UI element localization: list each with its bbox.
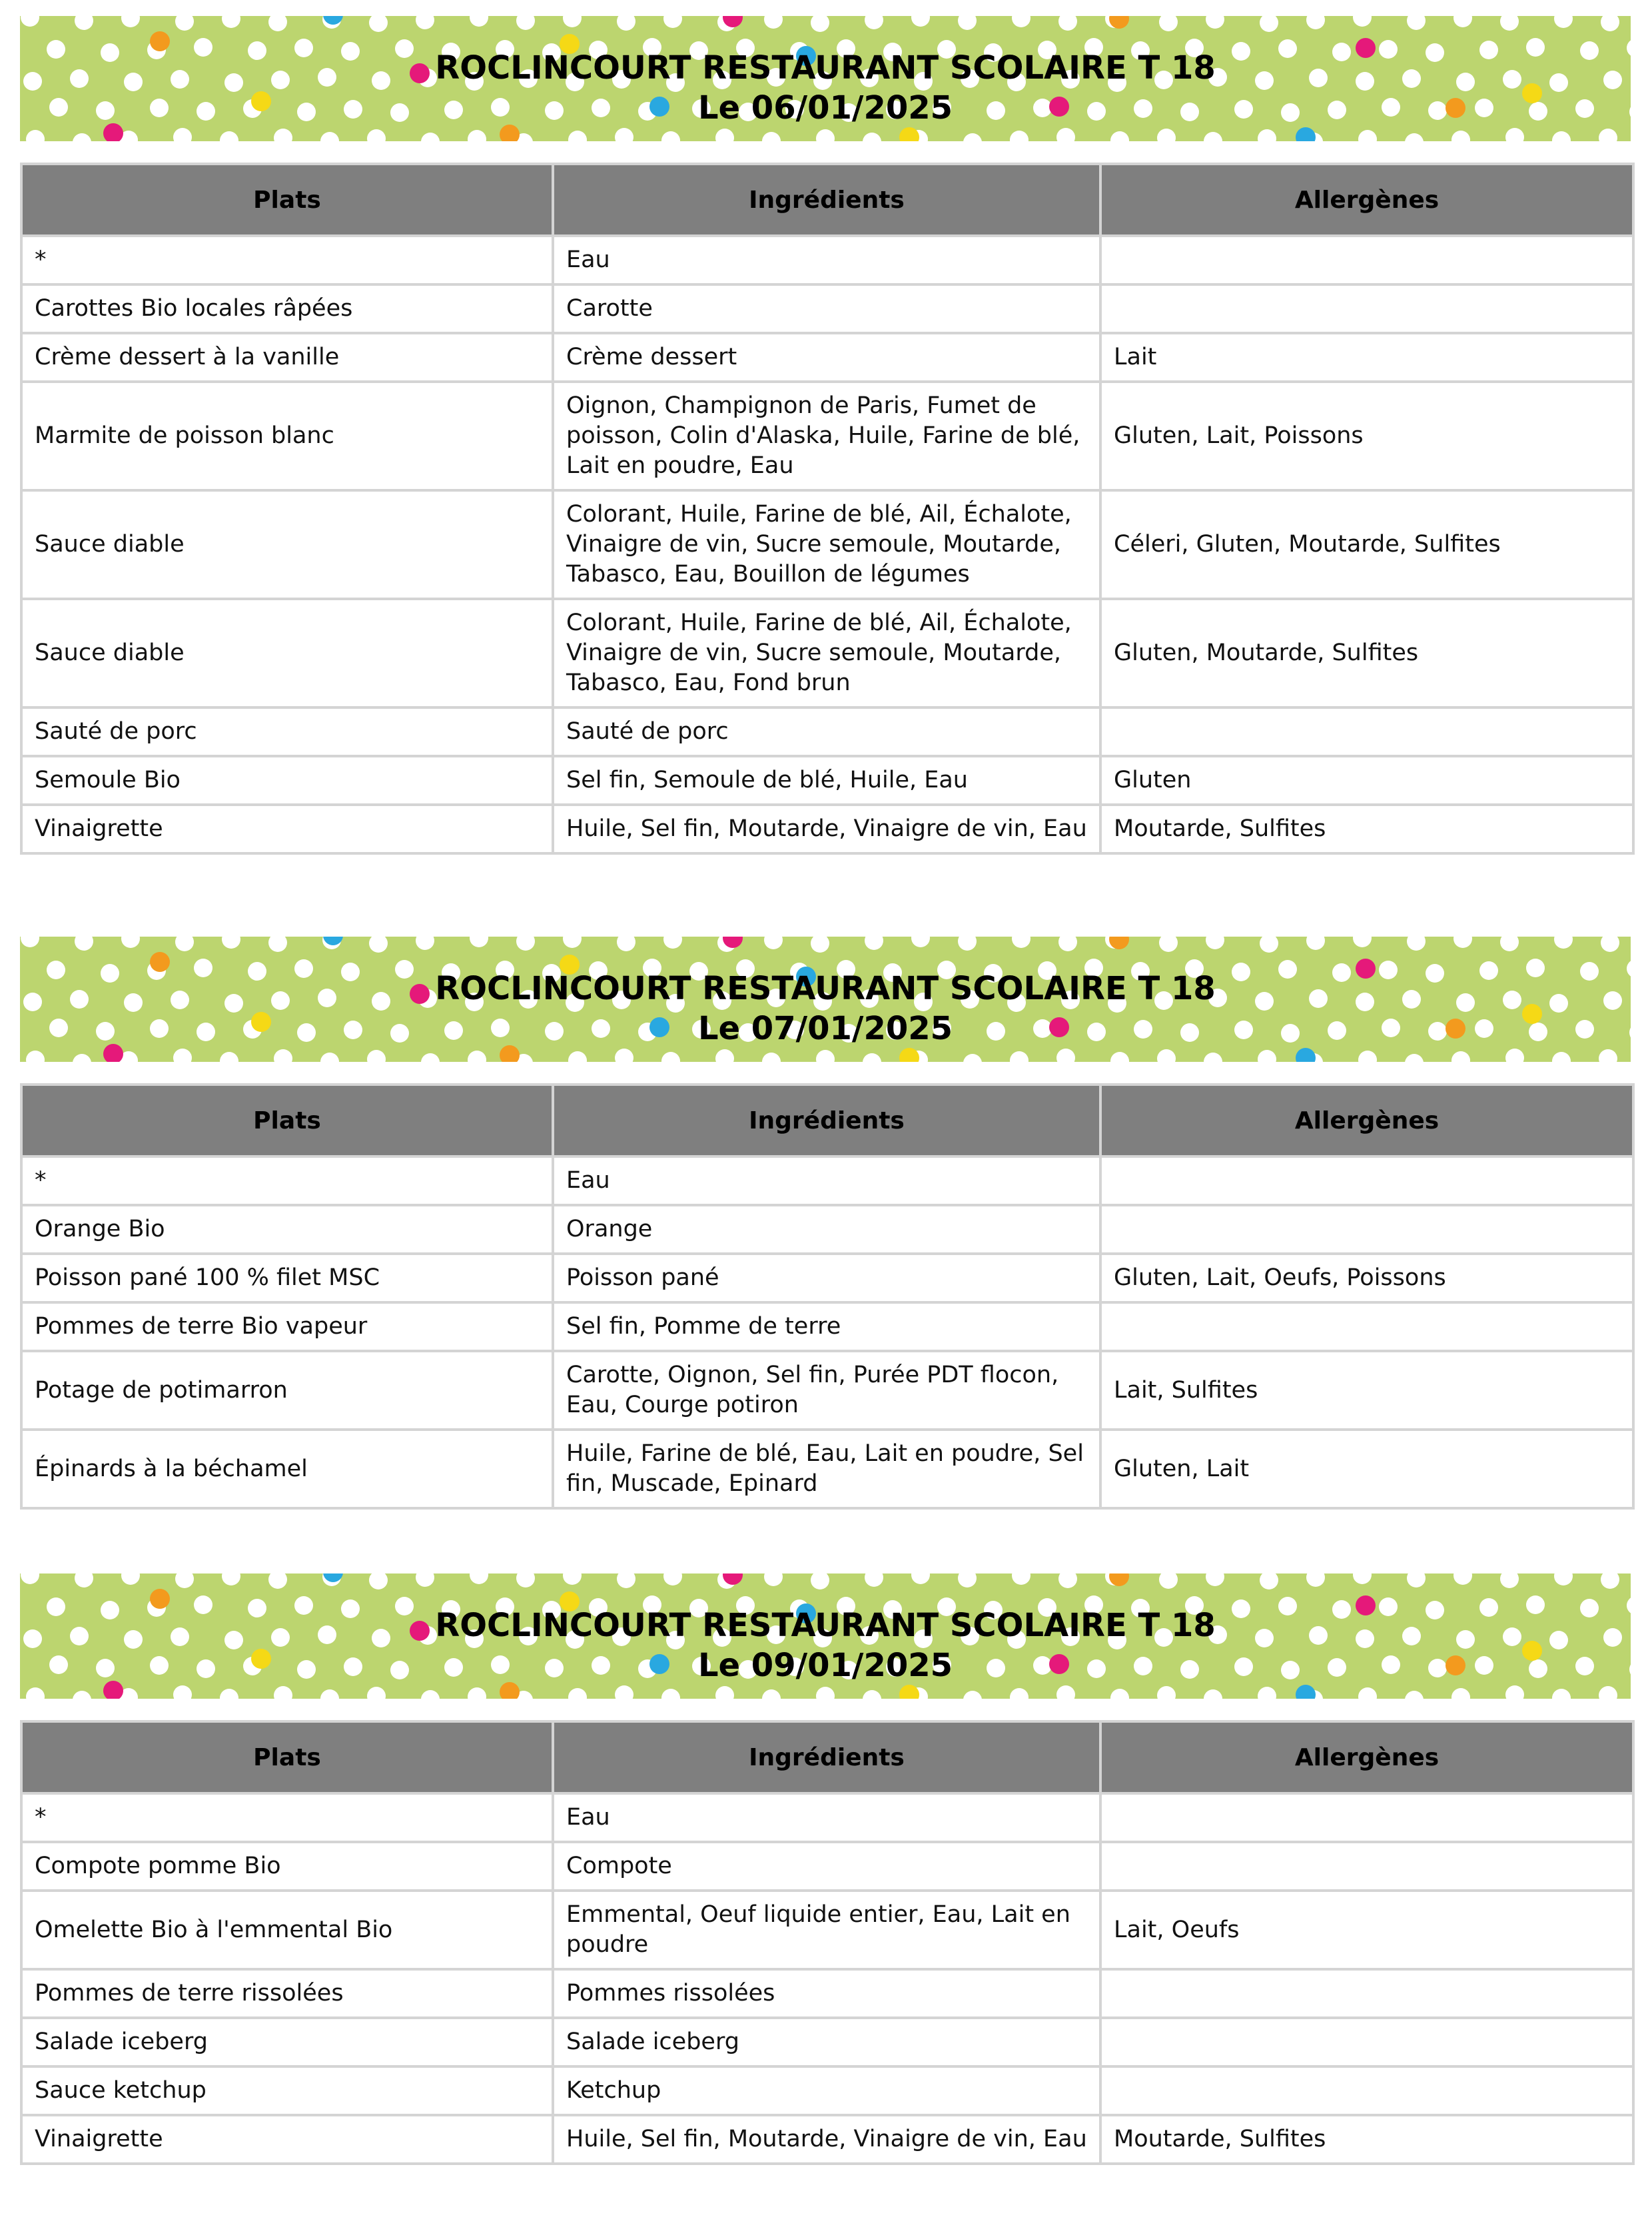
table-row: [21, 1254, 1633, 1302]
dish-cell: Sauce ketchup: [21, 2066, 553, 2115]
ingredients-cell: Orange: [553, 1205, 1100, 1254]
dot-shape: [1500, 1573, 1519, 1588]
dot-shape: [617, 1573, 635, 1588]
allergens-cell: Gluten, Lait, Poissons: [1100, 382, 1633, 490]
dot-shape: [1601, 937, 1619, 952]
dot-shape: [663, 1573, 682, 1585]
dot-shape: [222, 937, 240, 949]
day-banner: [20, 16, 1631, 141]
banner-title: [20, 1605, 1631, 1685]
allergens-cell: [1100, 2066, 1633, 2115]
dot-shape: [1206, 937, 1224, 949]
dish-cell: Vinaigrette: [21, 2115, 553, 2164]
dot-shape: [75, 16, 93, 30]
ingredients-cell: Emmental, Oeuf liquide entier, Eau, Lait en poudre: [553, 1891, 1100, 1969]
dish-cell: Potage de potimarron: [21, 1351, 553, 1430]
dot-shape: [1258, 129, 1276, 141]
ingredients-cell: Colorant, Huile, Farine de blé, Ail, Échalote, Vinaigre de vin, Sucre semoule, Moutarde, Tabasco, Eau, Bouillon de légumes: [553, 490, 1100, 599]
dot-shape: [661, 1689, 680, 1699]
banner-title: [20, 48, 1631, 128]
table-row: [21, 382, 1633, 490]
dot-shape: [1353, 937, 1372, 947]
dot-shape: [863, 133, 881, 141]
allergens-cell: [1100, 1842, 1633, 1891]
dot-shape: [1296, 1685, 1316, 1699]
dot-shape: [865, 16, 883, 29]
table-row: [21, 1793, 1633, 1842]
dot-shape: [1012, 937, 1031, 948]
restaurant-name: ROCLINCOURT RESTAURANT SCOLAIRE T 18: [435, 1607, 1216, 1644]
dot-shape: [73, 1054, 91, 1062]
dot-shape: [1601, 16, 1619, 31]
dot-shape: [1012, 16, 1031, 27]
dot-shape: [369, 937, 388, 953]
dish-cell: Orange Bio: [21, 1205, 553, 1254]
ingredients-cell: Sel fin, Pomme de terre: [553, 1302, 1100, 1351]
dot-shape: [1110, 1689, 1129, 1699]
dot-shape: [1451, 1688, 1470, 1699]
dot-shape: [764, 1573, 783, 1586]
dot-shape: [320, 1689, 339, 1699]
menu-date: Le 06/01/2025: [697, 89, 953, 127]
dot-shape: [568, 131, 587, 141]
dot-shape: [816, 1050, 835, 1062]
dot-shape: [121, 937, 140, 948]
dot-shape: [1505, 1685, 1524, 1699]
allergens-cell: Gluten, Lait, Oeufs, Poissons: [1100, 1254, 1633, 1302]
dot-shape: [1599, 1686, 1617, 1699]
dish-cell: *: [21, 1793, 553, 1842]
dot-shape: [320, 1053, 339, 1062]
allergens-cell: Lait, Oeufs: [1100, 1891, 1633, 1969]
allergens-cell: Moutarde, Sulfites: [1100, 805, 1633, 853]
dot-shape: [1258, 1050, 1276, 1062]
ingredients-cell: Huile, Sel fin, Moutarde, Vinaigre de vin, Eau: [553, 2115, 1100, 2164]
table-row: [21, 1302, 1633, 1351]
dot-shape: [470, 1573, 488, 1584]
dot-shape: [615, 1685, 633, 1699]
allergens-cell: Lait: [1100, 333, 1633, 382]
dot-shape: [1407, 937, 1426, 951]
dot-shape: [617, 16, 635, 31]
dot-shape: [468, 1051, 486, 1062]
dish-cell: Poisson pané 100 % filet MSC: [21, 1254, 553, 1302]
dot-shape: [1056, 1049, 1075, 1062]
dot-shape: [421, 133, 440, 141]
table-row: [21, 1156, 1633, 1205]
table-row: [21, 284, 1633, 333]
dot-shape: [75, 937, 93, 951]
dot-shape: [1157, 1686, 1176, 1699]
ingredients-cell: Carotte, Oignon, Sel fin, Purée PDT flocon, Eau, Courge potiron: [553, 1351, 1100, 1430]
dot-shape: [1206, 1573, 1224, 1586]
dot-shape: [563, 937, 582, 948]
dot-shape: [1451, 1051, 1470, 1062]
dish-cell: Épinards à la béchamel: [21, 1430, 553, 1508]
dot-shape: [268, 937, 287, 952]
dot-shape: [899, 1048, 919, 1062]
dot-shape: [1296, 127, 1316, 141]
dot-shape: [1358, 1051, 1377, 1062]
ingredients-cell: Huile, Sel fin, Moutarde, Vinaigre de vin, Eau: [553, 805, 1100, 853]
dot-shape: [1157, 1049, 1176, 1062]
dot-shape: [173, 1049, 192, 1062]
dot-shape: [73, 1691, 91, 1699]
dot-shape: [1260, 1573, 1278, 1589]
dot-shape: [762, 132, 781, 141]
dot-shape: [1056, 128, 1075, 141]
table-row: [21, 756, 1633, 805]
dot-shape: [568, 1051, 587, 1062]
dish-cell: Sauce diable: [21, 599, 553, 707]
allergens-cell: Céleri, Gluten, Moutarde, Sulfites: [1100, 490, 1633, 599]
allergens-cell: Gluten, Lait: [1100, 1430, 1633, 1508]
dot-shape: [1258, 1687, 1276, 1699]
allergens-cell: Gluten: [1100, 756, 1633, 805]
dot-shape: [963, 1691, 982, 1699]
ingredients-cell: Eau: [553, 236, 1100, 284]
dish-cell: Marmite de poisson blanc: [21, 382, 553, 490]
allergens-cell: [1100, 1205, 1633, 1254]
dot-shape: [615, 128, 633, 141]
table-row: [21, 490, 1633, 599]
allergens-cell: [1100, 1793, 1633, 1842]
dot-shape: [416, 937, 434, 950]
table-row: [21, 2115, 1633, 2164]
dot-shape: [1601, 1573, 1619, 1589]
dot-shape: [1010, 1688, 1029, 1699]
dot-shape: [1010, 131, 1029, 141]
dot-shape: [816, 1687, 835, 1699]
dot-shape: [1306, 1573, 1325, 1587]
dot-shape: [661, 1052, 680, 1062]
dot-shape: [1260, 937, 1278, 953]
allergens-cell: [1100, 1156, 1633, 1205]
dot-shape: [75, 1573, 93, 1587]
ingredients-cell: Compote: [553, 1842, 1100, 1891]
table-row: [21, 333, 1633, 382]
dish-cell: Sauce diable: [21, 490, 553, 599]
column-header-ingredients: Ingrédients: [553, 1085, 1100, 1156]
dot-shape: [1554, 1573, 1573, 1585]
dot-shape: [1110, 131, 1129, 141]
ingredients-cell: Sauté de porc: [553, 707, 1100, 756]
dot-shape: [811, 16, 829, 32]
dot-shape: [468, 1687, 486, 1699]
dot-shape: [1405, 1691, 1424, 1699]
column-header-allergenes: Allergènes: [1100, 1085, 1633, 1156]
dot-shape: [220, 1052, 238, 1062]
dish-cell: Salade iceberg: [21, 2018, 553, 2066]
dish-cell: Sauté de porc: [21, 707, 553, 756]
dot-shape: [958, 1573, 977, 1587]
dot-shape: [617, 937, 635, 951]
dot-shape: [1204, 1689, 1222, 1699]
dot-shape: [1405, 133, 1424, 141]
dot-shape: [1552, 1052, 1571, 1062]
allergens-cell: [1100, 236, 1633, 284]
dot-shape: [367, 1050, 386, 1062]
dot-shape: [1157, 129, 1176, 141]
dot-shape: [26, 1687, 45, 1699]
table-row: [21, 2066, 1633, 2115]
day-banner: [20, 937, 1631, 1062]
dot-shape: [222, 1573, 240, 1585]
dot-shape: [1058, 1573, 1077, 1588]
dot-shape: [220, 1689, 238, 1699]
dot-shape: [1552, 1689, 1571, 1699]
dot-shape: [21, 937, 39, 947]
dot-shape: [1010, 1051, 1029, 1062]
allergens-cell: [1100, 1969, 1633, 2018]
dot-shape: [811, 937, 829, 953]
dot-shape: [1552, 131, 1571, 141]
dot-shape: [715, 1049, 734, 1062]
dot-shape: [369, 1573, 388, 1589]
ingredients-cell: Eau: [553, 1156, 1100, 1205]
dish-cell: *: [21, 236, 553, 284]
dot-shape: [367, 1687, 386, 1699]
dot-shape: [1353, 16, 1372, 27]
dish-cell: Carottes Bio locales râpées: [21, 284, 553, 333]
table-row: [21, 1969, 1633, 2018]
dot-shape: [222, 16, 240, 28]
dot-shape: [516, 16, 535, 30]
ingredients-cell: Eau: [553, 1793, 1100, 1842]
allergens-cell: Gluten, Moutarde, Sulfites: [1100, 599, 1633, 707]
dot-shape: [516, 937, 535, 951]
banner-title: [20, 969, 1631, 1049]
menu-date: Le 09/01/2025: [697, 1647, 953, 1684]
dot-shape: [661, 131, 680, 141]
dot-shape: [1159, 16, 1178, 31]
restaurant-name: ROCLINCOURT RESTAURANT SCOLAIRE T 18: [435, 970, 1216, 1007]
allergens-cell: [1100, 1302, 1633, 1351]
dot-shape: [1358, 130, 1377, 141]
table-row: [21, 236, 1633, 284]
dot-shape: [762, 1053, 781, 1062]
dot-shape: [268, 16, 287, 31]
dot-shape: [1554, 16, 1573, 28]
dish-cell: Pommes de terre rissolées: [21, 1969, 553, 2018]
dot-shape: [1407, 16, 1426, 30]
table-row: [21, 599, 1633, 707]
dot-shape: [1405, 1054, 1424, 1062]
dot-shape: [615, 1049, 633, 1062]
column-header-allergenes: Allergènes: [1100, 164, 1633, 236]
dot-shape: [1110, 1052, 1129, 1062]
dot-shape: [1159, 1573, 1178, 1589]
dot-shape: [1358, 1687, 1377, 1699]
dot-shape: [416, 16, 434, 29]
dot-shape: [470, 16, 488, 27]
ingredients-cell: Ketchup: [553, 2066, 1100, 2115]
dot-shape: [173, 128, 192, 141]
dot-shape: [274, 129, 292, 141]
table-row: [21, 1351, 1633, 1430]
dot-shape: [816, 129, 835, 141]
ingredients-cell: Huile, Farine de blé, Eau, Lait en poudre, Sel fin, Muscade, Epinard: [553, 1430, 1100, 1508]
dot-shape: [1306, 937, 1325, 950]
ingredients-cell: Colorant, Huile, Farine de blé, Ail, Échalote, Vinaigre de vin, Sucre semoule, Moutarde, Tabasco, Eau, Fond brun: [553, 599, 1100, 707]
dot-shape: [1058, 937, 1077, 951]
dot-shape: [369, 16, 388, 32]
dot-shape: [663, 16, 682, 28]
dot-shape: [863, 1690, 881, 1699]
menu-table: [20, 163, 1635, 855]
day-banner: [20, 1573, 1631, 1699]
table-row: [21, 2018, 1633, 2066]
dot-shape: [865, 937, 883, 950]
dot-shape: [173, 1685, 192, 1699]
dot-shape: [1260, 16, 1278, 32]
dot-shape: [1407, 1573, 1426, 1587]
dot-shape: [764, 937, 783, 949]
dot-shape: [865, 1573, 883, 1587]
menu-table: [20, 1720, 1635, 2165]
dot-shape: [715, 129, 734, 141]
dot-shape: [516, 1573, 535, 1587]
dot-shape: [1204, 132, 1222, 141]
dot-shape: [762, 1689, 781, 1699]
column-header-ingredients: Ingrédients: [553, 1721, 1100, 1793]
dot-shape: [1056, 1685, 1075, 1699]
allergens-cell: [1100, 284, 1633, 333]
dot-shape: [1451, 131, 1470, 141]
ingredients-cell: Crème dessert: [553, 333, 1100, 382]
dot-shape: [274, 1049, 292, 1062]
ingredients-cell: Poisson pané: [553, 1254, 1100, 1302]
ingredients-cell: Carotte: [553, 284, 1100, 333]
column-header-allergenes: Allergènes: [1100, 1721, 1633, 1793]
dot-shape: [1505, 128, 1524, 141]
table-row: [21, 707, 1633, 756]
dot-shape: [911, 16, 930, 27]
dot-shape: [1058, 16, 1077, 31]
column-header-plats: Plats: [21, 164, 553, 236]
dot-shape: [421, 1690, 440, 1699]
column-header-ingredients: Ingrédients: [553, 164, 1100, 236]
dot-shape: [1159, 937, 1178, 952]
dot-shape: [963, 1054, 982, 1062]
dot-shape: [175, 16, 194, 31]
dot-shape: [220, 131, 238, 141]
dot-shape: [911, 937, 930, 947]
dish-cell: *: [21, 1156, 553, 1205]
dot-shape: [1453, 1573, 1472, 1585]
menu-table: [20, 1083, 1635, 1510]
dot-shape: [764, 16, 783, 29]
dot-shape: [1500, 937, 1519, 951]
dot-shape: [21, 16, 39, 27]
dot-shape: [958, 16, 977, 30]
ingredients-cell: Salade iceberg: [553, 2018, 1100, 2066]
dot-shape: [958, 937, 977, 951]
dot-shape: [416, 1573, 434, 1587]
ingredients-cell: Pommes rissolées: [553, 1969, 1100, 2018]
restaurant-name: ROCLINCOURT RESTAURANT SCOLAIRE T 18: [435, 49, 1216, 87]
dish-cell: Omelette Bio à l'emmental Bio: [21, 1891, 553, 1969]
menu-date: Le 07/01/2025: [697, 1010, 953, 1047]
dot-shape: [1296, 1048, 1316, 1062]
column-header-plats: Plats: [21, 1085, 553, 1156]
dot-shape: [1306, 16, 1325, 29]
dot-shape: [470, 937, 488, 947]
dish-cell: Pommes de terre Bio vapeur: [21, 1302, 553, 1351]
ingredients-cell: Sel fin, Semoule de blé, Huile, Eau: [553, 756, 1100, 805]
dot-shape: [911, 1573, 930, 1584]
dot-shape: [563, 1573, 582, 1585]
dot-shape: [274, 1686, 292, 1699]
dot-shape: [1204, 1053, 1222, 1062]
allergens-cell: [1100, 2018, 1633, 2066]
dot-shape: [1206, 16, 1224, 29]
dot-shape: [1554, 937, 1573, 949]
allergens-cell: Lait, Sulfites: [1100, 1351, 1633, 1430]
dot-shape: [175, 1573, 194, 1588]
dot-shape: [21, 1573, 39, 1584]
dot-shape: [421, 1053, 440, 1062]
dot-shape: [1599, 129, 1617, 141]
dot-shape: [899, 127, 919, 141]
ingredients-cell: Oignon, Champignon de Paris, Fumet de poisson, Colin d'Alaska, Huile, Farine de blé, Lait en poudre, Eau: [553, 382, 1100, 490]
dot-shape: [26, 1051, 45, 1062]
dot-shape: [568, 1688, 587, 1699]
dot-shape: [121, 1573, 140, 1585]
dish-cell: Vinaigrette: [21, 805, 553, 853]
dot-shape: [73, 133, 91, 141]
dish-cell: Semoule Bio: [21, 756, 553, 805]
dot-shape: [1505, 1049, 1524, 1062]
table-row: [21, 1205, 1633, 1254]
dot-shape: [811, 1573, 829, 1589]
dot-shape: [1500, 16, 1519, 31]
dot-shape: [1453, 937, 1472, 948]
dot-shape: [121, 16, 140, 27]
dot-shape: [175, 937, 194, 951]
dot-shape: [563, 16, 582, 27]
table-row: [21, 1891, 1633, 1969]
dot-shape: [715, 1686, 734, 1699]
dot-shape: [1353, 1573, 1372, 1584]
dot-shape: [963, 133, 982, 141]
table-row: [21, 1842, 1633, 1891]
dot-shape: [268, 1573, 287, 1589]
dish-cell: Compote pomme Bio: [21, 1842, 553, 1891]
allergens-cell: Moutarde, Sulfites: [1100, 2115, 1633, 2164]
dot-shape: [320, 132, 339, 141]
dish-cell: Crème dessert à la vanille: [21, 333, 553, 382]
table-row: [21, 805, 1633, 853]
dot-shape: [863, 1053, 881, 1062]
dot-shape: [468, 130, 486, 141]
column-header-plats: Plats: [21, 1721, 553, 1793]
dot-shape: [1599, 1049, 1617, 1062]
dot-shape: [663, 937, 682, 949]
dot-shape: [26, 130, 45, 141]
dot-shape: [1453, 16, 1472, 27]
dot-shape: [1012, 1573, 1031, 1585]
dot-shape: [367, 129, 386, 141]
dot-shape: [899, 1685, 919, 1699]
table-row: [21, 1430, 1633, 1508]
allergens-cell: [1100, 707, 1633, 756]
